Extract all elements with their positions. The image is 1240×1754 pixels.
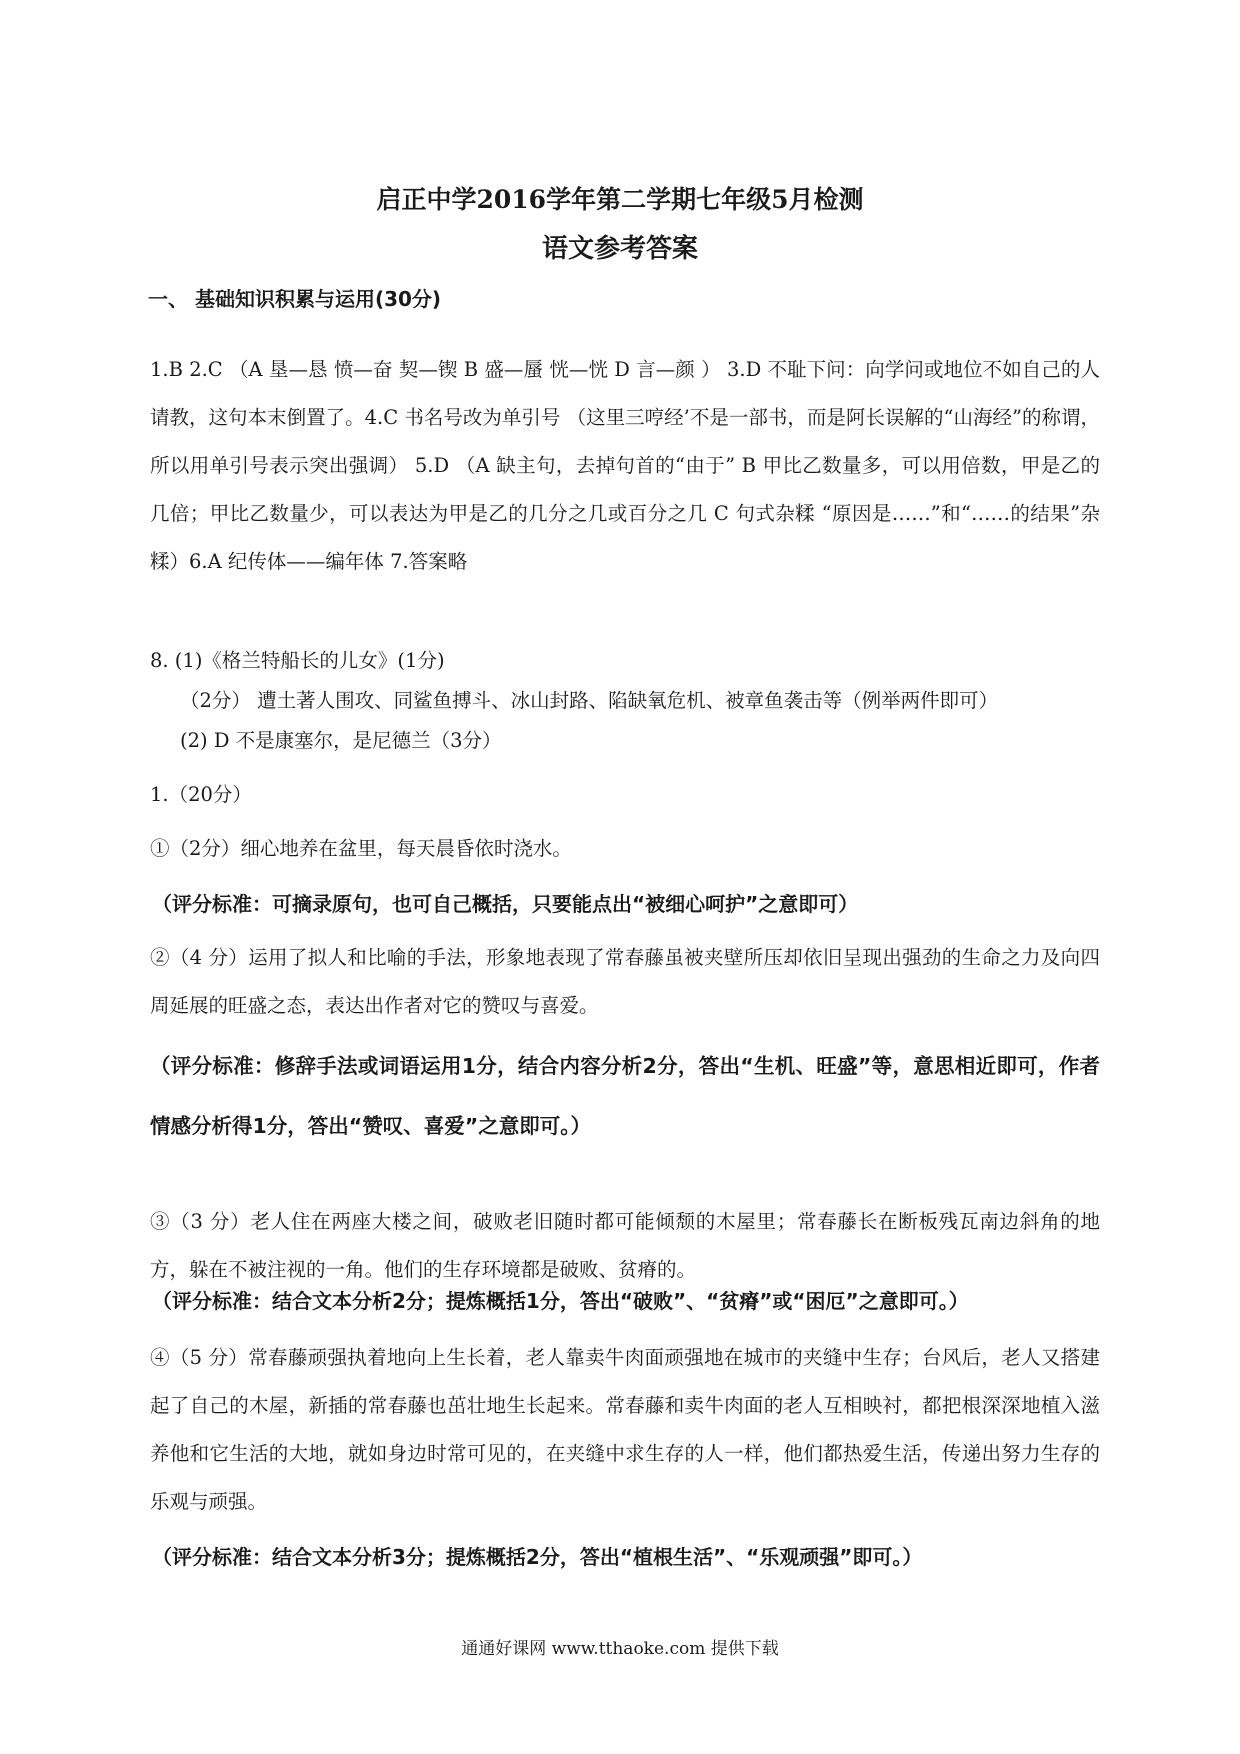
q8-part2: (2) D 不是康塞尔，是尼德兰（3分）	[180, 729, 502, 752]
answer-4: ④（5 分）常春藤顽强执着地向上生长着，老人靠卖牛肉面顽强地在城市的夹缝中生存；台风后，老人又搭建起了自己的木屋，新插的常春藤也茁壮地生长起来。常春藤和卖牛肉面的老人互相映衬，都把根深深地植入滋养他和它生活的大地，就如身边时常可见的，在夹缝中求生存的人一样，他们都热爱生活，传递出努力生存的乐观与顽强。	[150, 1346, 1100, 1513]
answer-2: ②（4 分）运用了拟人和比喻的手法，形象地表现了常春藤虽被夹壁所压却依旧呈现出强劲的生命之力及向四周延展的旺盛之态，表达出作者对它的赞叹与喜爱。	[150, 946, 1100, 1017]
scoring-standard-1: （评分标准：可摘录原句，也可自己概括，只要能点出“被细心呵护”之意即可）	[152, 892, 859, 916]
answers-1-to-7: 1.B 2.C （A 垦—恳 愤—奋 契—锲 B 盛—蜃 恍—恍 D 言—颜 ） 3.D 不耻下问：向学问或地位不如自己的人请教，这句本末倒置了。4.C 书名号改为单引号 （这里三哼经’不是一部书，而是阿长误解的“山海经”的称谓，所以用单引号表示突出强调） 5.D （A 缺主句，去掉句首的“由于” B 甲比乙数量多，可以用倍数，甲是乙的几倍；甲比乙数量少，可以表达为甲是乙的几分之几或百分之几 C 句式杂糅 “原因是……”和“……的结果”杂糅）6.A 纪传体——编年体 7.答案略	[150, 358, 1100, 573]
q8-part1: 8. (1)《格兰特船长的儿女》(1分)	[150, 649, 445, 672]
part2-heading: 1.（20分）	[150, 783, 252, 806]
footer-source: 通通好课网 www.tthaoke.com 提供下载	[461, 1639, 779, 1659]
scoring-standard-2: （评分标准：修辞手法或词语运用1分，结合内容分析2分，答出“生机、旺盛”等，意思相近即可，作者情感分析得1分，答出“赞叹、喜爱”之意即可。）	[150, 1054, 1100, 1138]
answer-3: ③（3 分）老人住在两座大楼之间，破败老旧随时都可能倾颓的木屋里；常春藤长在断板残瓦南边斜角的地方，躲在不被注视的一角。他们的生存环境都是破败、贫瘠的。	[150, 1210, 1100, 1281]
q8-part1-detail: （2分） 遭土著人围攻、同鲨鱼搏斗、冰山封路、陷缺氧危机、被章鱼袭击等（例举两件即可）	[180, 689, 999, 712]
scoring-standard-4: （评分标准：结合文本分析3分；提炼概括2分，答出“植根生活”、“乐观顽强”即可。）	[152, 1545, 923, 1569]
section-heading-basics: 一、 基础知识积累与运用(30分)	[148, 287, 442, 311]
document-subtitle: 语文参考答案	[541, 234, 698, 264]
scoring-standard-3: （评分标准：结合文本分析2分；提炼概括1分，答出“破败”、“贫瘠”或“困厄”之意即可。）	[152, 1289, 969, 1313]
answer-1: ①（2分）细心地养在盆里，每天晨昏依时浇水。	[150, 837, 572, 860]
document-title: 启正中学2016学年第二学期七年级5月检测	[376, 185, 864, 214]
